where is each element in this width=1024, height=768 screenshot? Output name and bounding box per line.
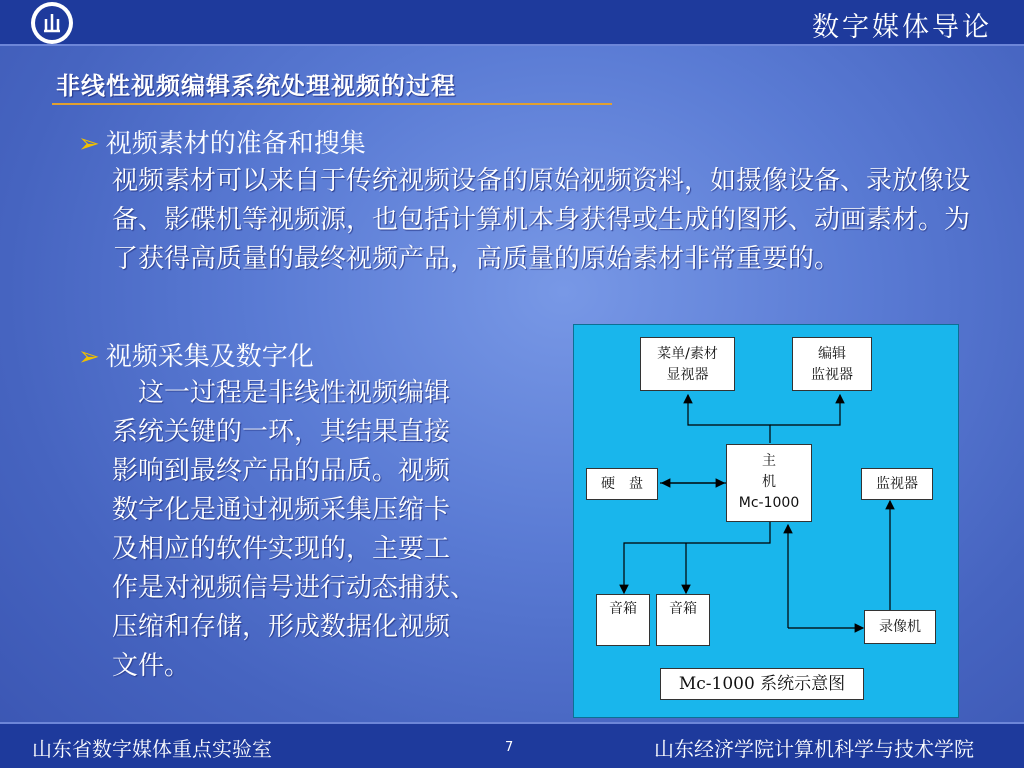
system-diagram (573, 324, 959, 718)
speaker-box: 音箱 (656, 594, 710, 646)
video-recorder-box: 录像机 (864, 610, 936, 644)
bullet-2-body (112, 374, 574, 686)
page-number: 7 (505, 740, 514, 755)
bullet-2-line: 这一过程是非线性视频编辑 (112, 378, 451, 408)
arrow-bullet-icon: ➢ (78, 342, 100, 372)
bullet-1 (78, 125, 366, 163)
bullet-2-line: 压缩和存储，形成数据化视频 (112, 612, 451, 642)
bullet-2-line: 系统关键的一环，其结果直接 (112, 417, 451, 447)
bullet-2-line: 影响到最终产品的品质。视频 (112, 456, 451, 486)
bullet-2-line: 文件。 (112, 651, 191, 681)
course-title: 数字媒体导论 (812, 12, 992, 43)
edit-monitor-box: 编辑 监视器 (792, 337, 872, 391)
bullet-2-line: 作是对视频信号进行动态捕获、 (112, 573, 477, 603)
footer-lab-name: 山东省数字媒体重点实验室 (32, 737, 272, 761)
arrow-bullet-icon: ➢ (78, 129, 100, 159)
menu-material-monitor-box: 菜单/素材 显视器 (640, 337, 735, 391)
slide-title: 非线性视频编辑系统处理视频的过程 (56, 72, 456, 100)
header-bar (0, 0, 1024, 46)
bullet-2-line: 数字化是通过视频采集压缩卡 (112, 495, 451, 525)
host-computer-box: 主 机 Mc-1000 (726, 444, 812, 522)
title-underline (52, 103, 612, 105)
bullet-1-heading: 视频素材的准备和搜集 (105, 129, 366, 159)
hard-disk-box: 硬 盘 (586, 468, 658, 500)
bullet-2-line: 及相应的软件实现的，主要工 (112, 534, 451, 564)
footer-school-name: 山东经济学院计算机科学与技术学院 (654, 737, 974, 761)
bullet-1-body: 视频素材可以来自于传统视频设备的原始视频资料，如摄像设备、录放像设备、影碟机等视频源，也包括计算机本身获得或生成的图形、动画素材。为了获得高质量的最终视频产品，高质量的原始素材非常重要的。 (112, 166, 971, 274)
diagram-caption: Mc-1000 系统示意图 (660, 668, 864, 700)
monitor-box: 监视器 (861, 468, 933, 500)
bullet-2-heading: 视频采集及数字化 (105, 342, 314, 372)
speaker-box: 音箱 (596, 594, 650, 646)
university-logo (31, 2, 73, 44)
bullet-2 (78, 338, 314, 376)
